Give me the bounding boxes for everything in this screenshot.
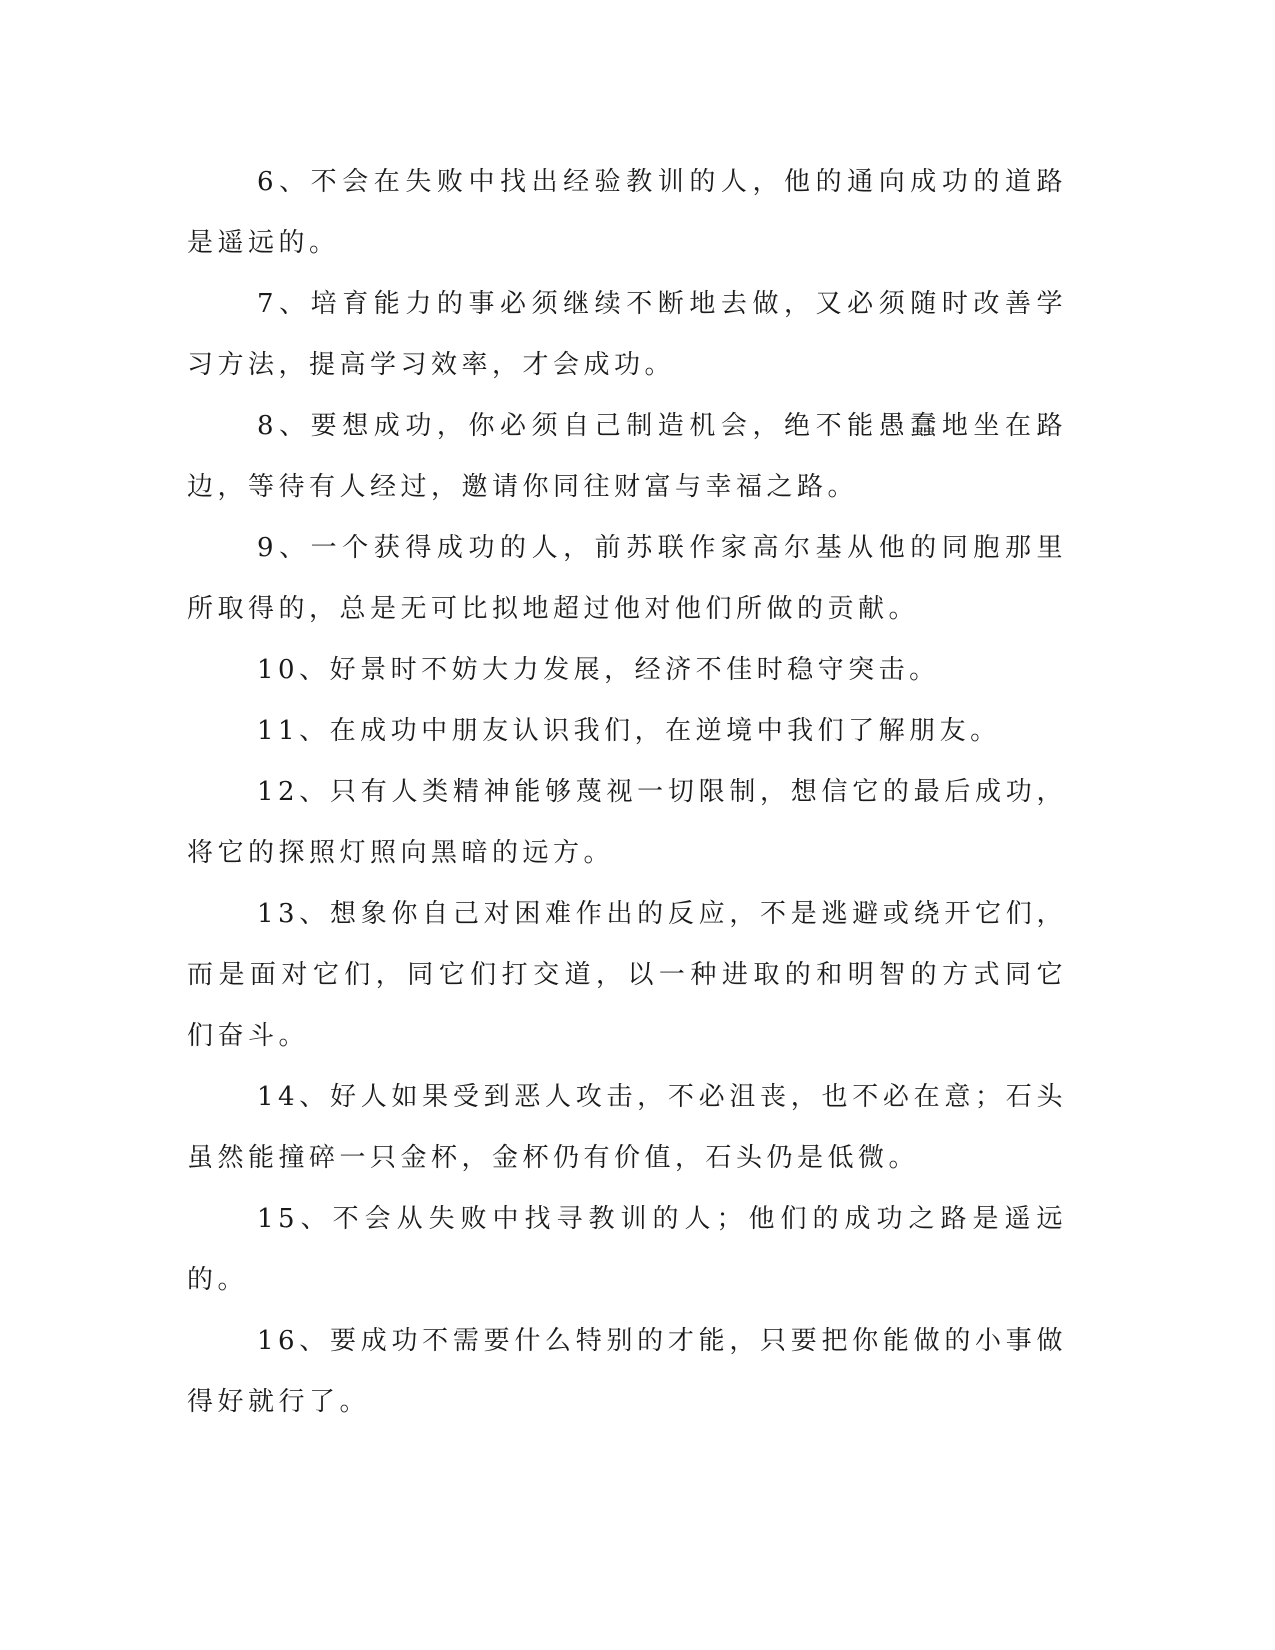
paragraph-16: 16、要成功不需要什么特别的才能，只要把你能做的小事做得好就行了。: [187, 1326, 1067, 1417]
paragraph-15: 15、不会从失败中找寻教训的人；他们的成功之路是遥远的。: [187, 1204, 1067, 1295]
paragraph-12: 12、只有人类精神能够蔑视一切限制，想信它的最后成功，将它的探照灯照向黑暗的远方。: [187, 777, 1067, 868]
paragraph-8: 8、要想成功，你必须自己制造机会，绝不能愚蠢地坐在路边，等待有人经过，邀请你同往财富与幸福之路。: [187, 411, 1067, 502]
paragraph-9: 9、一个获得成功的人，前苏联作家高尔基从他的同胞那里所取得的，总是无可比拟地超过他对他们所做的贡献。: [187, 533, 1067, 624]
document-body: [187, 152, 1067, 1433]
paragraph-13: 13、想象你自己对困难作出的反应，不是逃避或绕开它们，而是面对它们，同它们打交道，以一种进取的和明智的方式同它们奋斗。: [187, 899, 1067, 1051]
paragraph-7: 7、培育能力的事必须继续不断地去做，又必须随时改善学习方法，提高学习效率，才会成功。: [187, 289, 1067, 380]
paragraph-14: 14、好人如果受到恶人攻击，不必沮丧，也不必在意；石头虽然能撞碎一只金杯，金杯仍有价值，石头仍是低微。: [187, 1082, 1067, 1173]
paragraph-6: 6、不会在失败中找出经验教训的人，他的通向成功的道路是遥远的。: [187, 167, 1067, 258]
paragraph-11: 11、在成功中朋友认识我们，在逆境中我们了解朋友。: [257, 716, 1001, 746]
paragraph-10: 10、好景时不妨大力发展，经济不佳时稳守突击。: [257, 655, 940, 685]
